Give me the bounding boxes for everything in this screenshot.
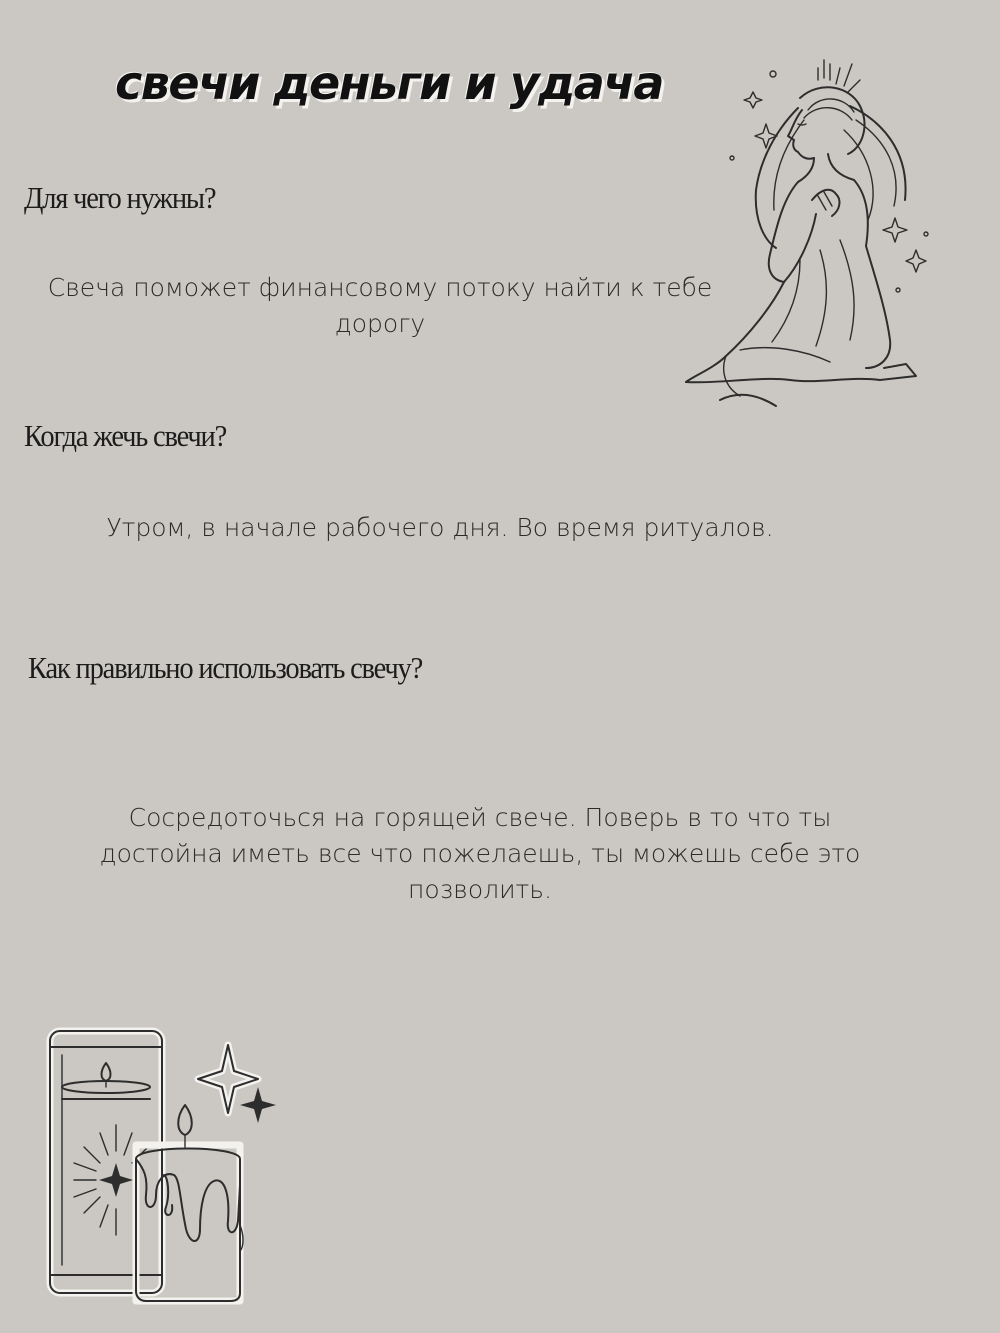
section-heading-purpose: Для чего нужны? xyxy=(24,180,216,215)
section-heading-when: Когда жечь свечи? xyxy=(24,418,227,453)
page-title: свечи деньги и удача xyxy=(115,56,663,110)
section-text-how: Сосредоточься на горящей свече. Поверь в то что ты достойна иметь все что пожелаешь, ты можешь себе это позволить. xyxy=(99,803,861,904)
section-text-purpose: Свеча поможет финансовому потоку найти к тебе дорогу xyxy=(47,273,713,338)
kneeling-woman-icon xyxy=(680,50,940,420)
section-text-when: Утром, в начале рабочего дня. Во время ритуалов. xyxy=(106,513,774,542)
section-heading-how: Как правильно использовать свечу? xyxy=(28,650,423,685)
candles-icon xyxy=(44,1025,284,1305)
